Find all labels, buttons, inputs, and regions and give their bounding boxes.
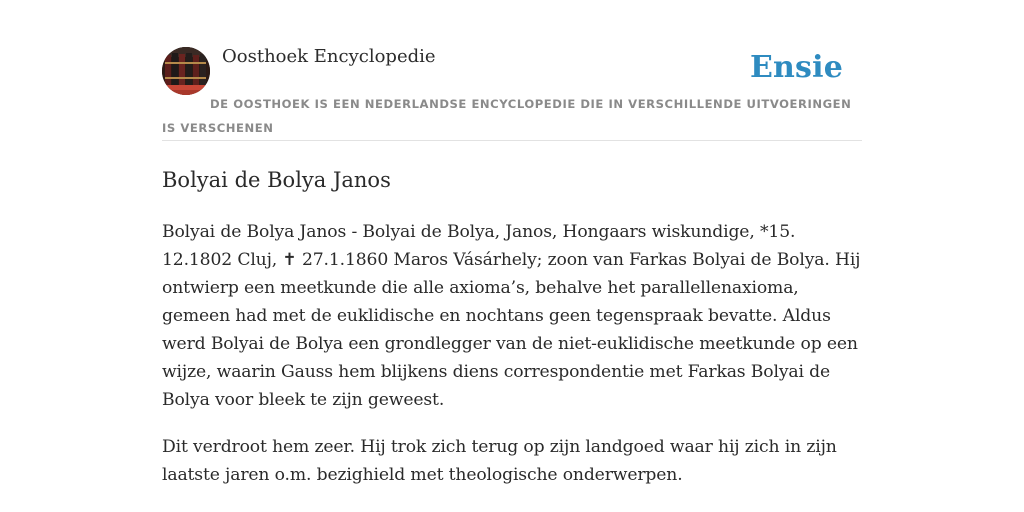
article-paragraph: Dit verdroot hem zeer. Hij trok zich terug op zijn landgoed waar hij zich in zijn laatste jaren o.m. bezighield met theologische onderwerpen. bbox=[162, 437, 837, 485]
source-title[interactable]: Oosthoek Encyclopedie bbox=[222, 46, 436, 67]
header bbox=[162, 44, 862, 141]
source-description: DE OOSTHOEK IS EEN NEDERLANDSE ENCYCLOPEDIE DIE IN VERSCHILLENDE UITVOERINGEN IS VERSCHENEN bbox=[162, 97, 852, 135]
article-paragraph: Bolyai de Bolya Janos - Bolyai de Bolya, Janos, Hongaars wiskundige, *15. 12.1802 Cluj, ✝ 27.1.1860 Maros Vásárhely; zoon van Farkas Bolyai de Bolya. Hij ontwierp een meetkunde die alle axioma’s, behalve het parallellenaxioma, gemeen had met de euklidische en nochtans geen tegenspraak bevatte. Aldus werd Bolyai de Bolya een grondlegger van de niet-euklidische meetkunde op een wijze, waarin Gauss hem blijkens diens correspondentie met Farkas Bolyai de Bolya voor bleek te zijn geweest. bbox=[162, 222, 861, 410]
article-title: Bolyai de Bolya Janos bbox=[162, 168, 391, 192]
brand-logo[interactable]: Ensie bbox=[749, 50, 843, 85]
article-card bbox=[162, 44, 862, 489]
bookshelf-icon[interactable] bbox=[162, 47, 210, 95]
